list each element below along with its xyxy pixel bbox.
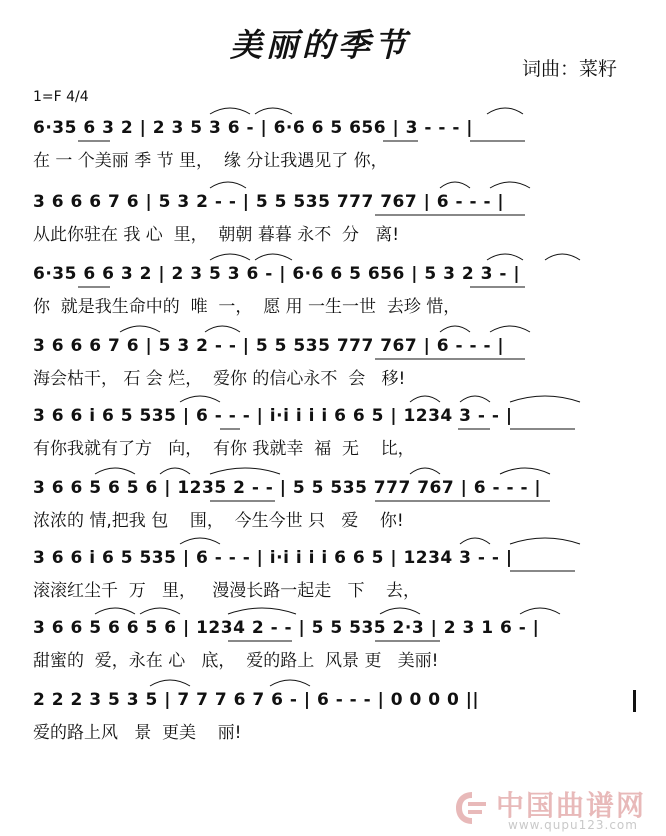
slur-arc [410,396,440,402]
slur-arc [180,396,220,402]
slur-arc [210,254,250,260]
slur-arc [520,608,560,614]
slur-arc [270,680,310,686]
slur-arc [205,326,240,332]
slur-arc [460,396,490,402]
key-signature: 1=F 4/4 [33,89,89,105]
notes-row-9: 2 2 2 3 5 3 5 | 7 7 7 6 7 6 - | 6 - - - | 0 0 0 0 || [33,690,480,710]
notes-row-5: 3 6 6 i 6 5 535 | 6 - - - | i·i i i i 6 6 5 | 1234 3 - - | [33,406,513,426]
notes-row-4: 3 6 6 6 7 6 | 5 3 2 - - | 5 5 535 777 767 | 6 - - - | [33,336,505,356]
lyrics-row-4: 海会枯干， 石 会 烂， 爱你 的信心永不 会 移! [33,369,406,389]
final-barline [633,690,636,712]
lyrics-row-6: 浓浓的 情,把我 包 围， 今生今世 只 爱 你! [33,511,404,531]
lyrics-row-2: 从此你驻在 我 心 里， 朝朝 暮暮 永不 分 离! [33,225,400,245]
notes-row-1: 6·35 6 3 2 | 2 3 5 3 6 - | 6·6 6 5 656 | 3 - - - | [33,118,474,138]
watermark-url: www.qupu123.com [508,818,638,832]
slur-arc [210,108,250,114]
slur-arc [160,468,190,474]
lyrics-row-8: 甜蜜的 爱，永在 心 底， 爱的路上 风景 更 美丽! [33,651,439,671]
slur-arc [490,182,530,188]
slur-arc [210,182,246,188]
slur-arc [255,108,292,114]
lyrics-row-7: 滚滚红尘千 万 里， 漫漫长路一起走 下 去， [33,581,421,601]
lyrics-row-1: 在 一 个美丽 季 节 里， 缘 分让我遇见了 你， [33,151,388,171]
notes-row-8: 3 6 6 5 6 6 5 6 | 1234 2 - - | 5 5 535 2·3 | 2 3 1 6 - | [33,618,540,638]
watermark-logo-icon [452,788,492,828]
slur-arc [95,608,135,614]
slur-arc [545,254,580,260]
notes-row-7: 3 6 6 i 6 5 535 | 6 - - - | i·i i i i 6 6 5 | 1234 3 - - | [33,548,513,568]
lyrics-row-9: 爱的路上风 景 更美 丽! [33,723,242,743]
slur-arc [510,538,580,544]
slur-arc [180,538,220,544]
slur-arc [460,538,490,544]
slur-arc [120,326,160,332]
watermark-site-name: 中国曲谱网 [496,789,647,822]
slur-arc [440,182,470,188]
slur-arc [140,608,180,614]
song-title: 美丽的季节 [230,26,411,64]
slur-arc [255,254,292,260]
notes-row-2: 3 6 6 6 7 6 | 5 3 2 - - | 5 5 535 777 767 | 6 - - - | [33,192,505,212]
composer-credit: 词曲：菜籽 [522,58,618,80]
slur-arc [440,326,470,332]
slur-arc [228,608,296,614]
slur-arc [510,396,580,402]
slur-arc [410,468,440,474]
slur-arc [500,468,550,474]
slur-arc [490,326,530,332]
slur-arc [210,468,280,474]
slur-arc [487,108,523,114]
slur-arc [95,468,135,474]
lyrics-row-5: 有你我就有了方 向， 有你 我就幸 福 无 比， [33,439,415,459]
notes-row-6: 3 6 6 5 6 5 6 | 1235 2 - - | 5 5 535 777 767 | 6 - - - | [33,478,542,498]
slur-arc [487,254,523,260]
lyrics-row-3: 你 就是我生命中的 唯 一， 愿 用 一生一世 去珍 惜， [33,297,461,317]
notes-row-3: 6·35 6 6 3 2 | 2 3 5 3 6 - | 6·6 6 5 656 | 5 3 2 3 - | [33,264,521,284]
slur-arc [380,608,420,614]
slur-arc [150,680,190,686]
